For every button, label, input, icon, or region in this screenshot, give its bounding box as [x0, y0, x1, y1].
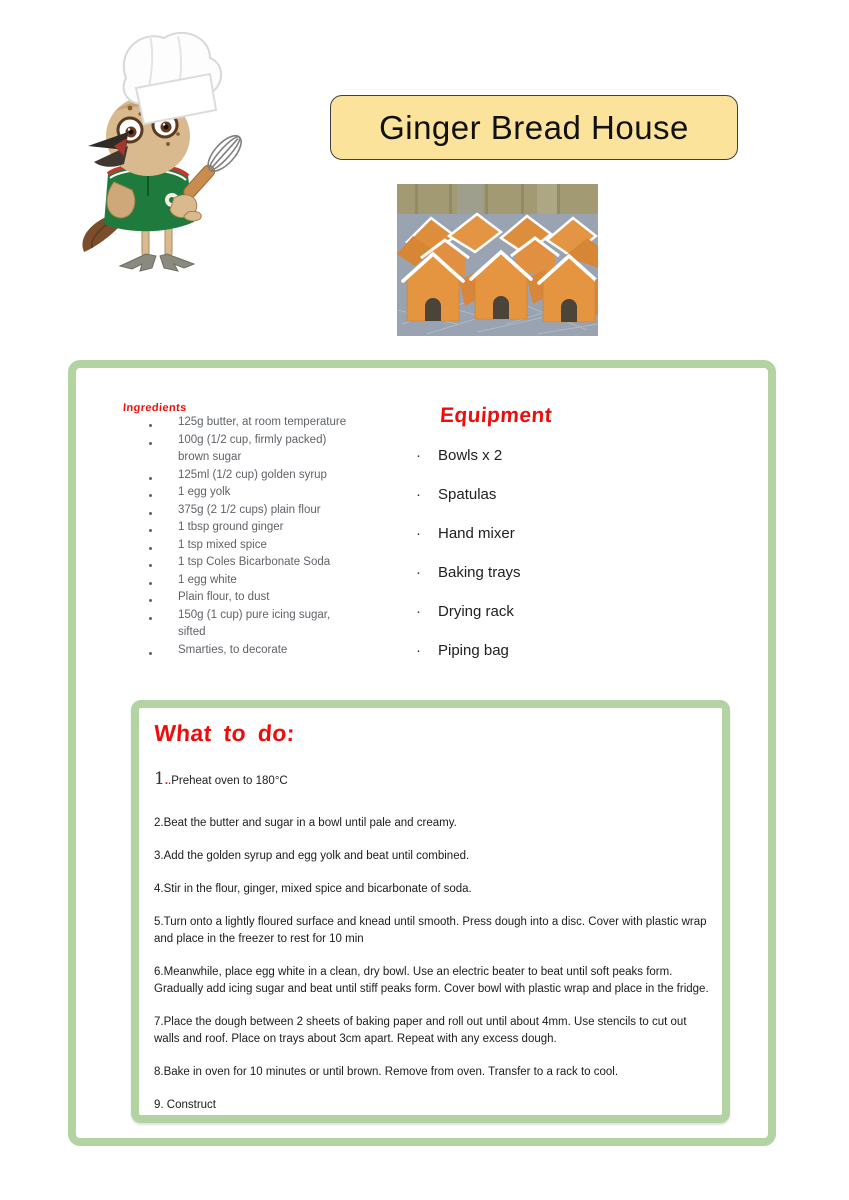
step: 1..Preheat oven to 180°C	[154, 769, 288, 789]
bird-chef-mascot-icon	[70, 26, 242, 274]
equipment-item: · Baking trays	[416, 565, 521, 580]
recipe-title: Ginger Bread House	[379, 108, 689, 146]
ingredient-item: 150g (1 cup) pure icing sugar, sifted	[139, 607, 356, 642]
ingredient-item: 1 egg yolk	[139, 484, 356, 502]
step: 6.Meanwhile, place egg white in a clean, dry bowl. Use an electric beater to beat until soft peaks form. Gradually add icing sugar and beat until stiff peaks form. Cover bowl with plastic wrap and place in the fridge.	[154, 966, 709, 995]
step: 5.Turn onto a lightly floured surface and knead until smooth. Press dough into a disc. Cover with plastic wrap and place in the freezer to rest for 10 min	[154, 916, 707, 945]
steps-list	[154, 771, 710, 1130]
instructions-panel	[131, 700, 730, 1123]
ingredients-equipment-panel	[68, 360, 776, 1146]
ingredient-item: Smarties, to decorate	[139, 642, 356, 660]
recipe-title-box	[330, 95, 738, 160]
ingredient-item: 375g (2 1/2 cups) plain flour	[139, 502, 356, 520]
step: 8.Bake in oven for 10 minutes or until brown. Remove from oven. Transfer to a rack to cool.	[154, 1066, 619, 1078]
ingredient-item: 1 tsp Coles Bicarbonate Soda	[139, 554, 356, 572]
equipment-heading: Equipment	[439, 404, 553, 427]
equipment-item: · Drying rack	[416, 604, 521, 619]
what-to-do-heading: What to do:	[153, 720, 296, 746]
step: 9. Construct	[154, 1099, 216, 1111]
equipment-item: · Bowls x 2	[416, 448, 521, 463]
step: 7.Place the dough between 2 sheets of baking paper and roll out until about 4mm. Use stencils to cut out walls and roof. Place on trays about 3cm apart. Repeat with any excess dough.	[154, 1016, 687, 1045]
ingredient-item: 1 tbsp ground ginger	[139, 519, 356, 537]
ingredient-item: 125ml (1/2 cup) golden syrup	[139, 467, 356, 485]
gingerbread-houses-photo	[397, 184, 598, 336]
equipment-item: · Hand mixer	[416, 526, 521, 541]
ingredient-item: 1 egg white	[139, 572, 356, 590]
equipment-item: · Piping bag	[416, 643, 521, 658]
step: 2.Beat the butter and sugar in a bowl until pale and creamy.	[154, 817, 457, 829]
ingredients-heading: Ingredients	[122, 402, 188, 414]
ingredient-item: Plain flour, to dust	[139, 589, 356, 607]
equipment-item: · Spatulas	[416, 487, 521, 502]
equipment-list	[416, 448, 521, 682]
step: 4.Stir in the flour, ginger, mixed spice and bicarbonate of soda.	[154, 883, 472, 895]
ingredients-list	[139, 414, 356, 659]
ingredient-item: 1 tsp mixed spice	[139, 537, 356, 555]
step: 3.Add the golden syrup and egg yolk and beat until combined.	[154, 850, 470, 862]
ingredient-item: 100g (1/2 cup, firmly packed) brown sugar	[139, 432, 356, 467]
ingredient-item: 125g butter, at room temperature	[139, 414, 356, 432]
